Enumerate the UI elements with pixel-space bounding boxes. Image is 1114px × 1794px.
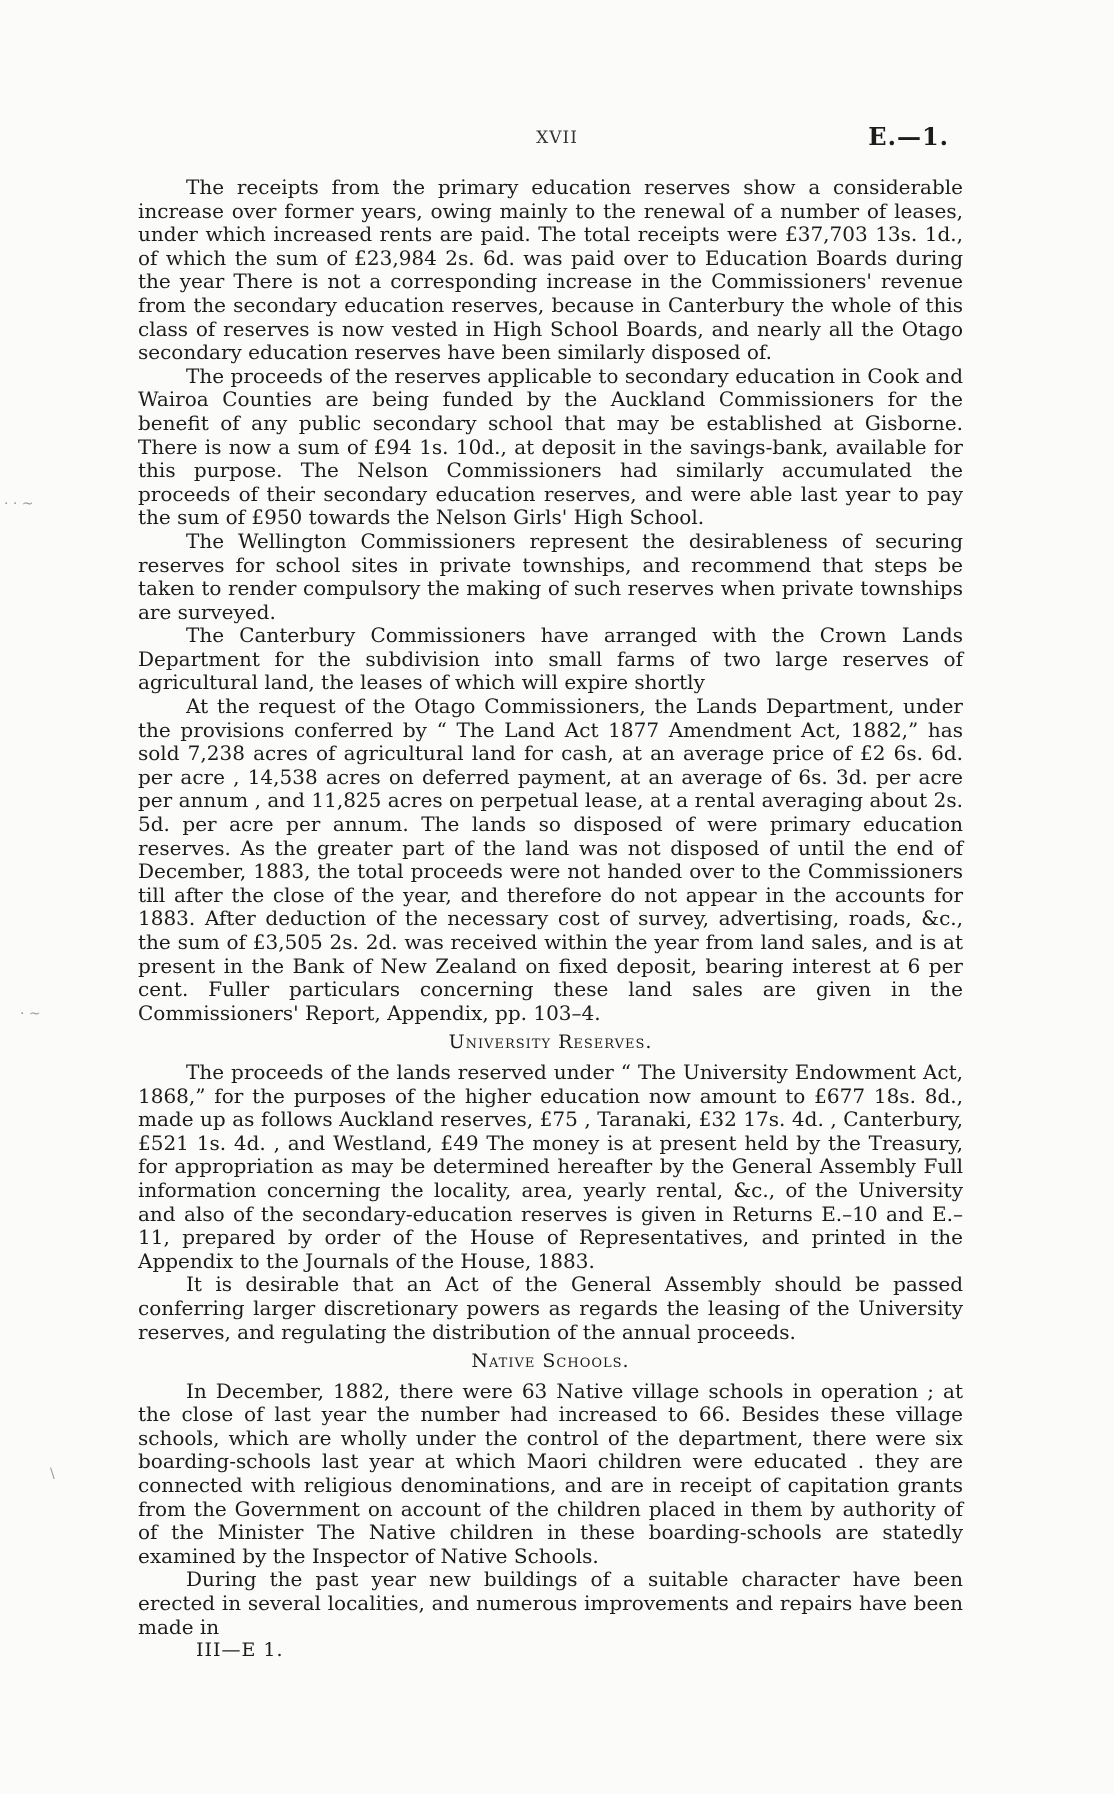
- section-heading-native-schools: Native Schools.: [471, 1350, 630, 1373]
- signature-mark: III—E 1.: [196, 1639, 284, 1662]
- page-body: [138, 176, 963, 1663]
- margin-mark: · ~: [20, 1006, 41, 1022]
- paragraph: The proceeds of the lands reserved under “ The University Endowment Act, 1868,” for the purposes of the higher education now amount to £677 18s. 8d., made up as follows Auckland reserves, £75 , Taranaki, £32 17s. 4d. , Canterbury, £521 1s. 4d. , and Westland, £49 The money is at present held by the Treasury, for appropriation as may be determined hereafter by the General Assembly Full information concerning the locality, area, yearly rental, &c., of the University and also of the secondary-education reserves is given in Returns E.–10 and E.–11, prepared by order of the House of Representatives, and printed in the Appendix to the Journals of the House, 1883.: [138, 1059, 963, 1273]
- margin-mark: \: [50, 1466, 55, 1482]
- document-reference: E.—1.: [868, 122, 949, 151]
- section-heading-university: University Reserves.: [448, 1031, 653, 1054]
- paragraph: The Canterbury Commissioners have arranged with the Crown Lands Department for the subdivision into small farms of two large reserves of agricultural land, the leases of which will expire shortly: [138, 623, 963, 695]
- paragraph: The Wellington Commissioners represent the desirableness of securing reserves for school sites in private townships, and recommend that steps be taken to render compulsory the making of such reserves when private townships are surveyed.: [138, 528, 963, 624]
- paragraph: At the request of the Otago Commissioners, the Lands Department, under the provisions conferred by “ The Land Act 1877 Amendment Act, 1882,” has sold 7,238 acres of agricultural land for cash, at an average price of £2 6s. 6d. per acre , 14,538 acres on deferred payment, at an average of 6s. 3d. per acre per annum , and 11,825 acres on perpetual lease, at a rental averaging about 2s. 5d. per acre per annum. The lands so disposed of were primary education reserves. As the greater part of the land was not disposed of until the end of December, 1883, the total proceeds were not handed over to the Commissioners till after the close of the year, and therefore do not appear in the accounts for 1883. After deduction of the necessary cost of survey, advertising, roads, &c., the sum of £3,505 2s. 2d. was received within the year from land sales, and is at present in the Bank of New Zealand on fixed deposit, bearing interest at 6 per cent. Fuller particulars concerning these land sales are given in the Commissioners' Report, Appendix, pp. 103–4.: [138, 694, 963, 1025]
- paragraph: In December, 1882, there were 63 Native village schools in operation ; at the close of last year the number had increased to 66. Besides these village schools, which are wholly under the control of the department, there were six boarding-schools last year at which Maori children were educated . they are connected with religious denominations, and are in receipt of capitation grants from the Government on account of the children placed in them by authority of of the Minister The Native children in these boarding-schools are statedly examined by the Inspector of Native Schools.: [138, 1378, 963, 1568]
- page-number: XVII: [536, 128, 578, 148]
- paragraph: It is desirable that an Act of the General Assembly should be passed conferring larger discretionary powers as regards the leasing of the University reserves, and regulating the distribution of the annual proceeds.: [138, 1272, 963, 1344]
- paragraph: The receipts from the primary education reserves show a considerable increase over former years, owing mainly to the renewal of a number of leases, under which increased rents are paid. The total receipts were £37,703 13s. 1d., of which the sum of £23,984 2s. 6d. was paid over to Education Boards during the year There is not a corresponding increase in the Commissioners' revenue from the secondary education reserves, because in Canterbury the whole of this class of reserves is now vested in High School Boards, and nearly all the Otago secondary education reserves have been similarly disposed of.: [138, 175, 963, 365]
- paragraph: The proceeds of the reserves applicable to secondary education in Cook and Wairoa Counties are being funded by the Auckland Commissioners for the benefit of any public secondary school that may be established at Gisborne. There is now a sum of £94 1s. 10d., at deposit in the savings-bank, available for this purpose. The Nelson Commissioners had similarly accumulated the proceeds of their secondary education reserves, and were able last year to pay the sum of £950 towards the Nelson Girls' High School.: [138, 363, 963, 530]
- margin-mark: · · ~: [4, 496, 34, 512]
- paragraph: During the past year new buildings of a suitable character have been erected in several localities, and numerous improvements and repairs have been made in: [138, 1567, 963, 1639]
